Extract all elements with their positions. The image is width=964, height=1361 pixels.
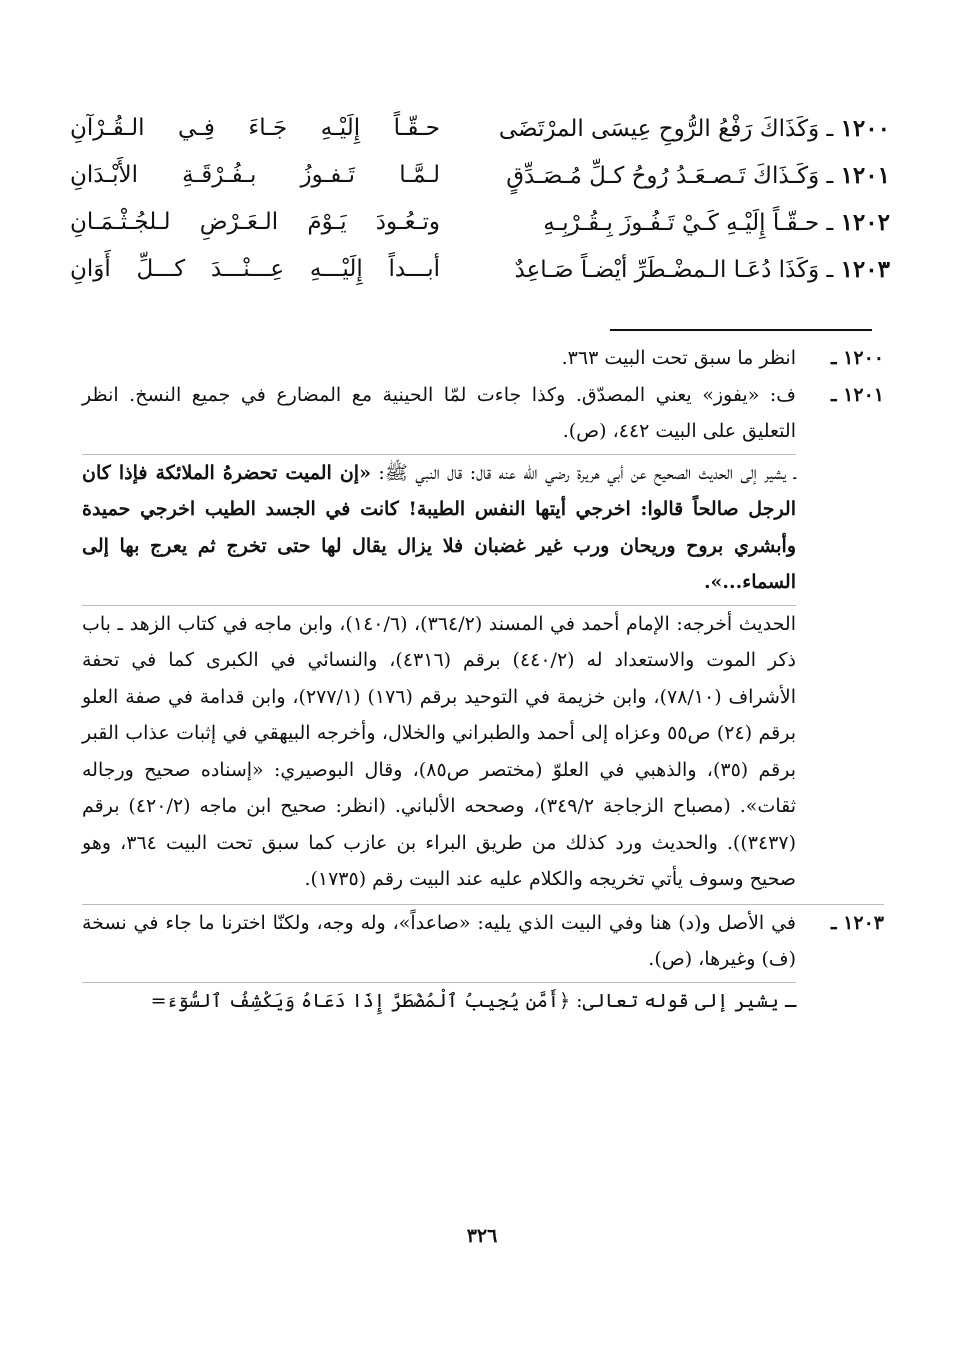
hadith-intro: ـ يشير إلى الحديث الصحيح عن أبي هريرة رضي الله عنه قال: قال النبي ﷺ: [370,461,796,484]
verse-1203 [70,246,890,293]
poem-verses [70,105,890,293]
verse-first-hemistich [440,152,890,200]
verse-number: ١٢٠٠ [840,115,890,142]
verse-first-text: ـ حـقّـاً إِلَيْـهِ كَـيْ تَـفُـوزَ بِـقُـرْبِـهِ [543,210,834,236]
verse-second-hemistich: حـقّـاً إِلَيْـهِ جَـاءَ فِـي الـقُـرْآنِ [70,115,440,141]
footnote-text: في الأصل و(د) هنا وفي البيت الذي يليه: «صاعداً»، وله وجه، ولكنّا اخترنا ما جاء في نسخة (ف) وغيرها، (ص). [82,911,796,970]
verse-first-hemistich [440,105,890,153]
verse-number: ١٢٠١ [840,162,890,189]
verse-second-hemistich: لـمَّـا تَـفـوزُ بـفُـرْقَـةِ الأَبْـدَانِ [70,162,440,188]
verse-1201 [70,152,890,199]
verse-second-hemistich: أبـــداً إِلَيْـــهِ عِـــنْـــدَ كـــلِّ أَوَانِ [70,256,440,282]
verse-first-text: ـ وَكَذَا دُعَـا الـمضْـطَرِّ أيْضـاً صَـاعِدٌ [514,257,834,283]
hadith-paragraph [82,454,796,601]
page-number: ٣٢٦ [466,1225,498,1247]
verse-second-hemistich: وتـعُـودَ يَـوْمَ الـعَـرْضِ لـلجُـثْـمَـانِ [70,209,440,235]
footnote-text: ف: «يفوز» يعني المصدّق. وكذا جاءت لمّا الحينية مع المضارع في جميع النسخ. انظر التعليق على البيت ٤٤٢، (ص). [82,383,796,442]
footnote-number: ١٢٠١ ـ [830,383,884,406]
footnote-number: ١٢٠٠ ـ [830,347,884,369]
footnote-separator [610,329,872,331]
quran-reference: ـ يشير إلى قوله تعالى: ﴿أَمَّن يُجِيبُ ٱلْمُضْطَرَّ إِذَا دَعَاهُ وَيَكْشِفُ ٱلسُّوٓءَ= [82,982,796,1020]
footnote-number: ١٢٠٣ ـ [830,911,884,934]
verse-1202 [70,199,890,246]
footnote-1203 [82,904,884,1020]
verse-first-text: ـ وَكَـذَاكَ تَـصـعَـدُ رُوحُ كـلِّ مُـصَـدِّقٍ [506,163,834,189]
verse-first-hemistich [440,199,890,247]
verse-first-text: ـ وَكَذَاكَ رَفْعُ الرُّوحِ عِيسَى المرْتَضَى [498,116,834,142]
footnotes [82,340,884,1019]
footnote-1200 [82,340,884,377]
hadith-text: «إن الميت تحضرهُ الملائكة فإذا كان الرجل صالحاً قالوا: اخرجي أيتها النفس الطيبة! كانت في الجسد الطيب اخرجي حميدة وأبشري بروح وريحان ورب غير غضبان فلا يزال يقال لها حتى تخرج ثم يعرج بها إلى السماء...». [82,461,796,593]
verse-number: ١٢٠٢ [840,209,890,236]
verse-1200 [70,105,890,152]
footnote-1201 [82,377,884,898]
takhrij-paragraph: الحديث أخرجه: الإمام أحمد في المسند (٣٦٤/٢)، (١٤٠/٦)، وابن ماجه في كتاب الزهد ـ باب ذكر الموت والاستعداد له (٤٤٠/٢) برقم (٤٣١٦)، والنسائي في الكبرى كما في تحفة الأشراف (٧٨/١٠)، وابن خزيمة في التوحيد برقم (١٧٦) (٢٧٧/١)، وابن قدامة في صفة العلو برقم (٢٤) ص٥٥ وعزاه إلى أحمد والطبراني والخلال، وأخرجه البيهقي في إثبات عذاب القبر برقم (٣٥)، والذهبي في العلوّ (مختصر ص٨٥)، وقال البوصيري: «إسناده صحيح ورجاله ثقات». (مصباح الزجاجة ٣٤٩/٢)، وصححه الألباني. (انظر: صحيح ابن ماجه (٤٢٠/٢) برقم (٣٤٣٧)). والحديث ورد كذلك من طريق البراء بن عازب كما سبق تحت البيت ٣٦٤، وهو صحيح وسوف يأتي تخريجه والكلام عليه عند البيت رقم (١٧٣٥). [82,605,796,898]
footnote-text: انظر ما سبق تحت البيت ٣٦٣. [561,347,796,369]
verse-number: ١٢٠٣ [840,256,890,283]
verse-first-hemistich [440,246,890,294]
